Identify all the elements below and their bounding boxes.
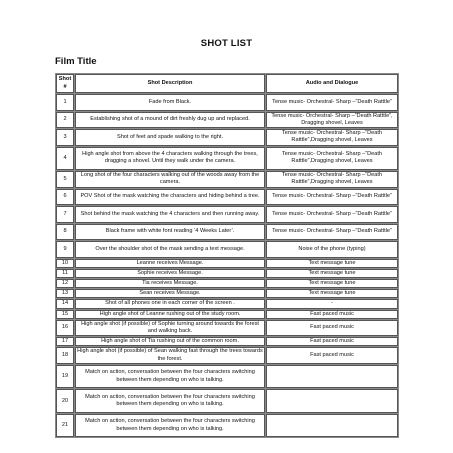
shot-number-cell: 3	[56, 129, 74, 146]
page-title: SHOT LIST	[200, 38, 253, 49]
audio-dialogue-cell: Fast paced music	[266, 337, 398, 346]
shot-number-cell: 8	[56, 224, 74, 241]
film-title: Film Title	[55, 56, 97, 67]
shot-number-cell: 6	[56, 189, 74, 206]
header-shot-number: Shot #	[56, 74, 74, 93]
audio-dialogue-cell: Tense music- Orchestral- Sharp –“Death Ratttle”,Dragging shovel, Leaves	[266, 171, 398, 188]
audio-dialogue-cell: Tense music- Orchestral- Sharp –“Death Ratttle”	[266, 224, 398, 241]
shot-rows	[56, 94, 398, 437]
table-row	[56, 389, 398, 413]
header-audio-dialogue: Audio and Dialogue	[266, 74, 398, 93]
audio-dialogue-cell: Text message tune	[266, 289, 398, 298]
table-row	[56, 289, 398, 298]
table-row	[56, 269, 398, 278]
shot-number-cell: 2	[56, 112, 74, 129]
table-row	[56, 224, 398, 241]
audio-dialogue-cell: Tense music- Orchestral- Sharp –“Death Ratttle”,Dragging shovel, Leaves	[266, 147, 398, 171]
shot-description-cell: High angle shot (if possible) of Sophie turning around towards the forest and walking back.	[75, 320, 265, 337]
audio-dialogue-cell: -	[266, 299, 398, 308]
shot-description-cell: Establishing shot of a mound of dirt freshly dug up and replaced.	[75, 112, 265, 129]
shot-number-cell: 18	[56, 347, 74, 364]
shot-number-cell: 15	[56, 310, 74, 319]
shot-number-cell: 21	[56, 414, 74, 438]
shot-number-cell: 7	[56, 206, 74, 223]
table-row	[56, 171, 398, 188]
audio-dialogue-cell: Tense music- Orchestral- Sharp –“Death Ratttle”	[266, 189, 398, 206]
audio-dialogue-cell: Text message tune	[266, 259, 398, 268]
audio-dialogue-cell: Fast paced music	[266, 310, 398, 319]
shot-description-cell: Shot behind the mask watching the 4 characters and then running away.	[75, 206, 265, 223]
table-row	[56, 320, 398, 337]
table-row	[56, 206, 398, 223]
shot-number-cell: 20	[56, 389, 74, 413]
audio-dialogue-cell	[266, 414, 398, 438]
table-row	[56, 310, 398, 319]
audio-dialogue-cell: Tense music- Orchestral- Sharp –“Death Ratttle”,Dragging shovel, Leaves	[266, 129, 398, 146]
table-row	[56, 337, 398, 346]
table-row	[56, 414, 398, 438]
header-shot-description: Shot Description	[75, 74, 265, 93]
shot-number-cell: 12	[56, 279, 74, 288]
shot-number-cell: 19	[56, 365, 74, 389]
shot-description-cell: Sean receives Message.	[75, 289, 265, 298]
table-row	[56, 259, 398, 268]
shot-description-cell: Shot of feet and spade walking to the right.	[75, 129, 265, 146]
shot-description-cell: Black frame with white font reading ‘4 Weeks Later’.	[75, 224, 265, 241]
shot-description-cell: Sophie receives Message.	[75, 269, 265, 278]
shot-description-cell: High angle shot of Leanne rushing out of the study room.	[75, 310, 265, 319]
shot-description-cell: Long shot of the four characters walking out of the woods away from the camera.	[75, 171, 265, 188]
table-row	[56, 365, 398, 389]
audio-dialogue-cell: Text message tune	[266, 269, 398, 278]
shot-number-cell: 5	[56, 171, 74, 188]
table-row	[56, 112, 398, 129]
audio-dialogue-cell: Noise of the phone (typing)	[266, 241, 398, 258]
shot-number-cell: 17	[56, 337, 74, 346]
audio-dialogue-cell	[266, 389, 398, 413]
table-row	[56, 279, 398, 288]
table-row	[56, 94, 398, 111]
shot-description-cell: Shot of all phones one in each corner of the screen .	[75, 299, 265, 308]
table-header-row	[56, 74, 398, 93]
shot-number-cell: 14	[56, 299, 74, 308]
shot-description-cell: Leanne receives Message.	[75, 259, 265, 268]
shot-description-cell: Match on action, conversation between the four characters switching between them depending on who is talking.	[75, 389, 265, 413]
table-row	[56, 241, 398, 258]
audio-dialogue-cell: Tense music- Orchestral- Sharp –“Death Ratttle”, Dragging shovel, Leaves	[266, 112, 398, 129]
shot-description-cell: Over the shoulder shot of the mask sending a text message.	[75, 241, 265, 258]
table-row	[56, 129, 398, 146]
shot-number-cell: 4	[56, 147, 74, 171]
table-row	[56, 299, 398, 308]
shot-description-cell: Match on action, conversation between the four characters switching between them depending on who is talking.	[75, 414, 265, 438]
shot-number-cell: 10	[56, 259, 74, 268]
shot-description-cell: High angle shot from above the 4 characters walking through the trees, dragging a shovel. Until they walk under the camera.	[75, 147, 265, 171]
shot-description-cell: POV Shot of the mask watching the characters and hiding behind a tree.	[75, 189, 265, 206]
shot-description-cell: Match on action, conversation between the four characters switching between them depending on who is talking.	[75, 365, 265, 389]
shot-list-table	[55, 73, 399, 438]
table-row	[56, 189, 398, 206]
audio-dialogue-cell: Text message tune	[266, 279, 398, 288]
shot-number-cell: 16	[56, 320, 74, 337]
shot-description-cell: High angle shot (if possible) of Sean walking fast through the trees towards the forest.	[75, 347, 265, 364]
audio-dialogue-cell: Fast paced music	[266, 347, 398, 364]
audio-dialogue-cell	[266, 365, 398, 389]
shot-number-cell: 1	[56, 94, 74, 111]
table-row	[56, 147, 398, 171]
audio-dialogue-cell: Tense music- Orchestral- Sharp –“Death Ratttle”	[266, 206, 398, 223]
shot-number-cell: 13	[56, 289, 74, 298]
audio-dialogue-cell: Fast paced music	[266, 320, 398, 337]
shot-description-cell: High angle shot of Tia rushing out of the common room.	[75, 337, 265, 346]
audio-dialogue-cell: Tense music- Orchestral- Sharp –“Death Ratttle”	[266, 94, 398, 111]
shot-number-cell: 11	[56, 269, 74, 278]
shot-number-cell: 9	[56, 241, 74, 258]
shot-description-cell: Fade from Black.	[75, 94, 265, 111]
table-row	[56, 347, 398, 364]
shot-description-cell: Tia receives Message.	[75, 279, 265, 288]
